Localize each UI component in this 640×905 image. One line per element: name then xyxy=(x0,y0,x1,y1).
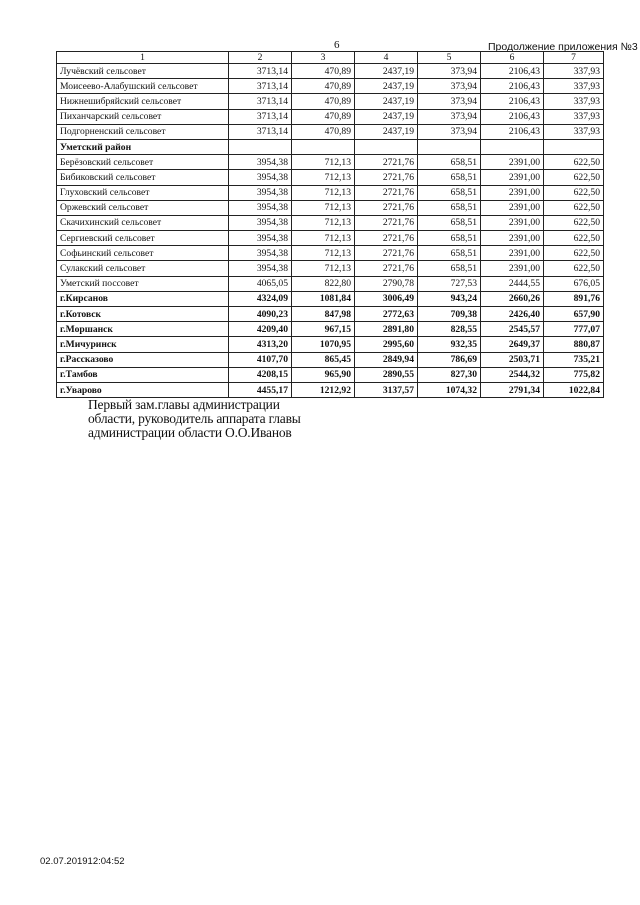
table-row xyxy=(57,367,604,382)
table-body xyxy=(57,52,604,398)
value-cell: 2391,00 xyxy=(481,261,544,276)
row-label: г.Кирсанов xyxy=(57,291,229,306)
value-cell: 712,13 xyxy=(292,261,355,276)
value-cell: 2426,40 xyxy=(481,307,544,322)
print-timestamp: 02.07.201912:04:52 xyxy=(40,856,125,867)
value-cell: 2721,76 xyxy=(355,246,418,261)
value-cell: 2995,60 xyxy=(355,337,418,352)
value-cell: 373,94 xyxy=(418,109,481,124)
row-label: Оржевский сельсовет xyxy=(57,200,229,215)
value-cell: 337,93 xyxy=(544,124,604,139)
row-label: Бибиковский сельсовет xyxy=(57,170,229,185)
value-cell: 2790,78 xyxy=(355,276,418,291)
value-cell: 2721,76 xyxy=(355,200,418,215)
column-header: 1 xyxy=(57,52,229,64)
value-cell: 943,24 xyxy=(418,291,481,306)
row-label: Подгорненский сельсовет xyxy=(57,124,229,139)
value-cell: 3954,38 xyxy=(229,170,292,185)
value-cell: 712,13 xyxy=(292,155,355,170)
value-cell: 3954,38 xyxy=(229,231,292,246)
table-row xyxy=(57,337,604,352)
table-row xyxy=(57,109,604,124)
value-cell: 712,13 xyxy=(292,185,355,200)
row-label: Скачихинский сельсовет xyxy=(57,215,229,230)
value-cell: 2772,63 xyxy=(355,307,418,322)
value-cell: 1081,84 xyxy=(292,291,355,306)
table-row xyxy=(57,215,604,230)
row-label: г.Мичуринск xyxy=(57,337,229,352)
table-row xyxy=(57,124,604,139)
value-cell: 2791,34 xyxy=(481,382,544,397)
value-cell: 3954,38 xyxy=(229,261,292,276)
value-cell: 2391,00 xyxy=(481,155,544,170)
table-row xyxy=(57,246,604,261)
value-cell: 3713,14 xyxy=(229,64,292,79)
value-cell: 658,51 xyxy=(418,200,481,215)
value-cell: 337,93 xyxy=(544,79,604,94)
value-cell: 2891,80 xyxy=(355,322,418,337)
value-cell: 2106,43 xyxy=(481,94,544,109)
value-cell: 4209,40 xyxy=(229,322,292,337)
value-cell: 470,89 xyxy=(292,79,355,94)
table-row xyxy=(57,231,604,246)
value-cell: 657,90 xyxy=(544,307,604,322)
value-cell: 827,30 xyxy=(418,367,481,382)
continuation-label: Продолжение приложения №3 xyxy=(488,41,638,53)
value-cell: 1070,95 xyxy=(292,337,355,352)
value-cell: 2721,76 xyxy=(355,170,418,185)
value-cell: 2437,19 xyxy=(355,124,418,139)
value-cell: 2649,37 xyxy=(481,337,544,352)
value-cell: 2106,43 xyxy=(481,64,544,79)
value-cell: 1022,84 xyxy=(544,382,604,397)
value-cell: 2721,76 xyxy=(355,215,418,230)
table-row xyxy=(57,276,604,291)
row-label: Сергиевский сельсовет xyxy=(57,231,229,246)
value-cell: 712,13 xyxy=(292,170,355,185)
value-cell: 2660,26 xyxy=(481,291,544,306)
value-cell: 2391,00 xyxy=(481,185,544,200)
table-row xyxy=(57,382,604,397)
value-cell: 2391,00 xyxy=(481,246,544,261)
value-cell: 3713,14 xyxy=(229,124,292,139)
value-cell: 2721,76 xyxy=(355,185,418,200)
table-row xyxy=(57,291,604,306)
table-row xyxy=(57,307,604,322)
value-cell: 2849,94 xyxy=(355,352,418,367)
value-cell: 2106,43 xyxy=(481,79,544,94)
value-cell: 2437,19 xyxy=(355,79,418,94)
value-cell: 2721,76 xyxy=(355,231,418,246)
value-cell: 658,51 xyxy=(418,215,481,230)
column-header: 3 xyxy=(292,52,355,64)
value-cell: 3137,57 xyxy=(355,382,418,397)
value-cell: 3713,14 xyxy=(229,79,292,94)
value-cell: 622,50 xyxy=(544,170,604,185)
value-cell xyxy=(544,139,604,154)
value-cell: 676,05 xyxy=(544,276,604,291)
row-label: Пиханчарский сельсовет xyxy=(57,109,229,124)
value-cell: 337,93 xyxy=(544,109,604,124)
value-cell: 3713,14 xyxy=(229,109,292,124)
value-cell: 712,13 xyxy=(292,200,355,215)
value-cell xyxy=(292,139,355,154)
value-cell: 2391,00 xyxy=(481,231,544,246)
value-cell: 373,94 xyxy=(418,124,481,139)
value-cell: 622,50 xyxy=(544,185,604,200)
column-header: 4 xyxy=(355,52,418,64)
value-cell xyxy=(418,139,481,154)
value-cell: 622,50 xyxy=(544,246,604,261)
row-label: Уметский район xyxy=(57,139,229,154)
table-row xyxy=(57,94,604,109)
value-cell: 1212,92 xyxy=(292,382,355,397)
tariff-table xyxy=(56,51,604,398)
value-cell: 470,89 xyxy=(292,124,355,139)
value-cell: 712,13 xyxy=(292,231,355,246)
value-cell: 727,53 xyxy=(418,276,481,291)
row-label: г.Моршанск xyxy=(57,322,229,337)
value-cell: 3954,38 xyxy=(229,155,292,170)
value-cell: 4090,23 xyxy=(229,307,292,322)
row-label: Уметский поссовет xyxy=(57,276,229,291)
value-cell: 470,89 xyxy=(292,64,355,79)
table-row xyxy=(57,322,604,337)
value-cell: 2437,19 xyxy=(355,94,418,109)
value-cell: 658,51 xyxy=(418,155,481,170)
column-header: 6 xyxy=(481,52,544,64)
value-cell: 658,51 xyxy=(418,170,481,185)
value-cell: 3006,49 xyxy=(355,291,418,306)
value-cell: 880,87 xyxy=(544,337,604,352)
row-label: г.Уварово xyxy=(57,382,229,397)
value-cell: 4065,05 xyxy=(229,276,292,291)
row-label: Моисеево-Алабушский сельсовет xyxy=(57,79,229,94)
value-cell: 2437,19 xyxy=(355,109,418,124)
value-cell: 3713,14 xyxy=(229,94,292,109)
value-cell: 658,51 xyxy=(418,185,481,200)
value-cell: 735,21 xyxy=(544,352,604,367)
value-cell: 3954,38 xyxy=(229,185,292,200)
value-cell: 967,15 xyxy=(292,322,355,337)
value-cell: 4455,17 xyxy=(229,382,292,397)
value-cell: 622,50 xyxy=(544,261,604,276)
value-cell: 622,50 xyxy=(544,231,604,246)
table-row xyxy=(57,139,604,154)
table-row xyxy=(57,170,604,185)
value-cell: 865,45 xyxy=(292,352,355,367)
value-cell: 4324,09 xyxy=(229,291,292,306)
value-cell: 2890,55 xyxy=(355,367,418,382)
value-cell xyxy=(229,139,292,154)
value-cell: 2391,00 xyxy=(481,200,544,215)
value-cell: 373,94 xyxy=(418,64,481,79)
value-cell: 775,82 xyxy=(544,367,604,382)
table-header-row xyxy=(57,52,604,64)
value-cell: 2106,43 xyxy=(481,109,544,124)
table-row xyxy=(57,79,604,94)
row-label: Лучёвский сельсовет xyxy=(57,64,229,79)
value-cell: 4107,70 xyxy=(229,352,292,367)
value-cell: 622,50 xyxy=(544,155,604,170)
value-cell: 3954,38 xyxy=(229,246,292,261)
table-row xyxy=(57,261,604,276)
value-cell: 470,89 xyxy=(292,94,355,109)
value-cell: 2437,19 xyxy=(355,64,418,79)
value-cell: 709,38 xyxy=(418,307,481,322)
table-row xyxy=(57,200,604,215)
row-label: Софьинский сельсовет xyxy=(57,246,229,261)
value-cell: 965,90 xyxy=(292,367,355,382)
column-header: 5 xyxy=(418,52,481,64)
value-cell: 822,80 xyxy=(292,276,355,291)
value-cell: 622,50 xyxy=(544,200,604,215)
value-cell: 658,51 xyxy=(418,261,481,276)
table-row xyxy=(57,64,604,79)
row-label: Нижнешибряйский сельсовет xyxy=(57,94,229,109)
table-row xyxy=(57,352,604,367)
table-row xyxy=(57,185,604,200)
value-cell: 2391,00 xyxy=(481,170,544,185)
value-cell: 847,98 xyxy=(292,307,355,322)
value-cell: 2444,55 xyxy=(481,276,544,291)
value-cell: 712,13 xyxy=(292,246,355,261)
value-cell: 373,94 xyxy=(418,79,481,94)
row-label: Сулакский сельсовет xyxy=(57,261,229,276)
value-cell: 891,76 xyxy=(544,291,604,306)
signature-line-3: администрации области О.О.Иванов xyxy=(88,425,292,440)
value-cell: 2721,76 xyxy=(355,155,418,170)
value-cell: 658,51 xyxy=(418,231,481,246)
value-cell: 2721,76 xyxy=(355,261,418,276)
value-cell: 337,93 xyxy=(544,94,604,109)
value-cell: 828,55 xyxy=(418,322,481,337)
column-header: 7 xyxy=(544,52,604,64)
value-cell: 786,69 xyxy=(418,352,481,367)
value-cell: 932,35 xyxy=(418,337,481,352)
signature-line-1: Первый зам.главы администрации xyxy=(88,397,280,412)
value-cell: 2106,43 xyxy=(481,124,544,139)
value-cell: 1074,32 xyxy=(418,382,481,397)
row-label: г.Тамбов xyxy=(57,367,229,382)
value-cell: 2545,57 xyxy=(481,322,544,337)
value-cell: 2544,32 xyxy=(481,367,544,382)
value-cell: 777,07 xyxy=(544,322,604,337)
table-row xyxy=(57,155,604,170)
value-cell: 3954,38 xyxy=(229,200,292,215)
value-cell: 3954,38 xyxy=(229,215,292,230)
row-label: Берёзовский сельсовет xyxy=(57,155,229,170)
value-cell xyxy=(355,139,418,154)
signature-line-2: области, руководитель аппарата главы xyxy=(88,411,301,426)
row-label: г.Рассказово xyxy=(57,352,229,367)
value-cell xyxy=(481,139,544,154)
value-cell: 2391,00 xyxy=(481,215,544,230)
value-cell: 4313,20 xyxy=(229,337,292,352)
value-cell: 712,13 xyxy=(292,215,355,230)
value-cell: 337,93 xyxy=(544,64,604,79)
column-header: 2 xyxy=(229,52,292,64)
value-cell: 622,50 xyxy=(544,215,604,230)
value-cell: 373,94 xyxy=(418,94,481,109)
value-cell: 4208,15 xyxy=(229,367,292,382)
value-cell: 658,51 xyxy=(418,246,481,261)
row-label: г.Котовск xyxy=(57,307,229,322)
value-cell: 2503,71 xyxy=(481,352,544,367)
row-label: Глуховский сельсовет xyxy=(57,185,229,200)
page-number: 6 xyxy=(334,39,340,51)
value-cell: 470,89 xyxy=(292,109,355,124)
